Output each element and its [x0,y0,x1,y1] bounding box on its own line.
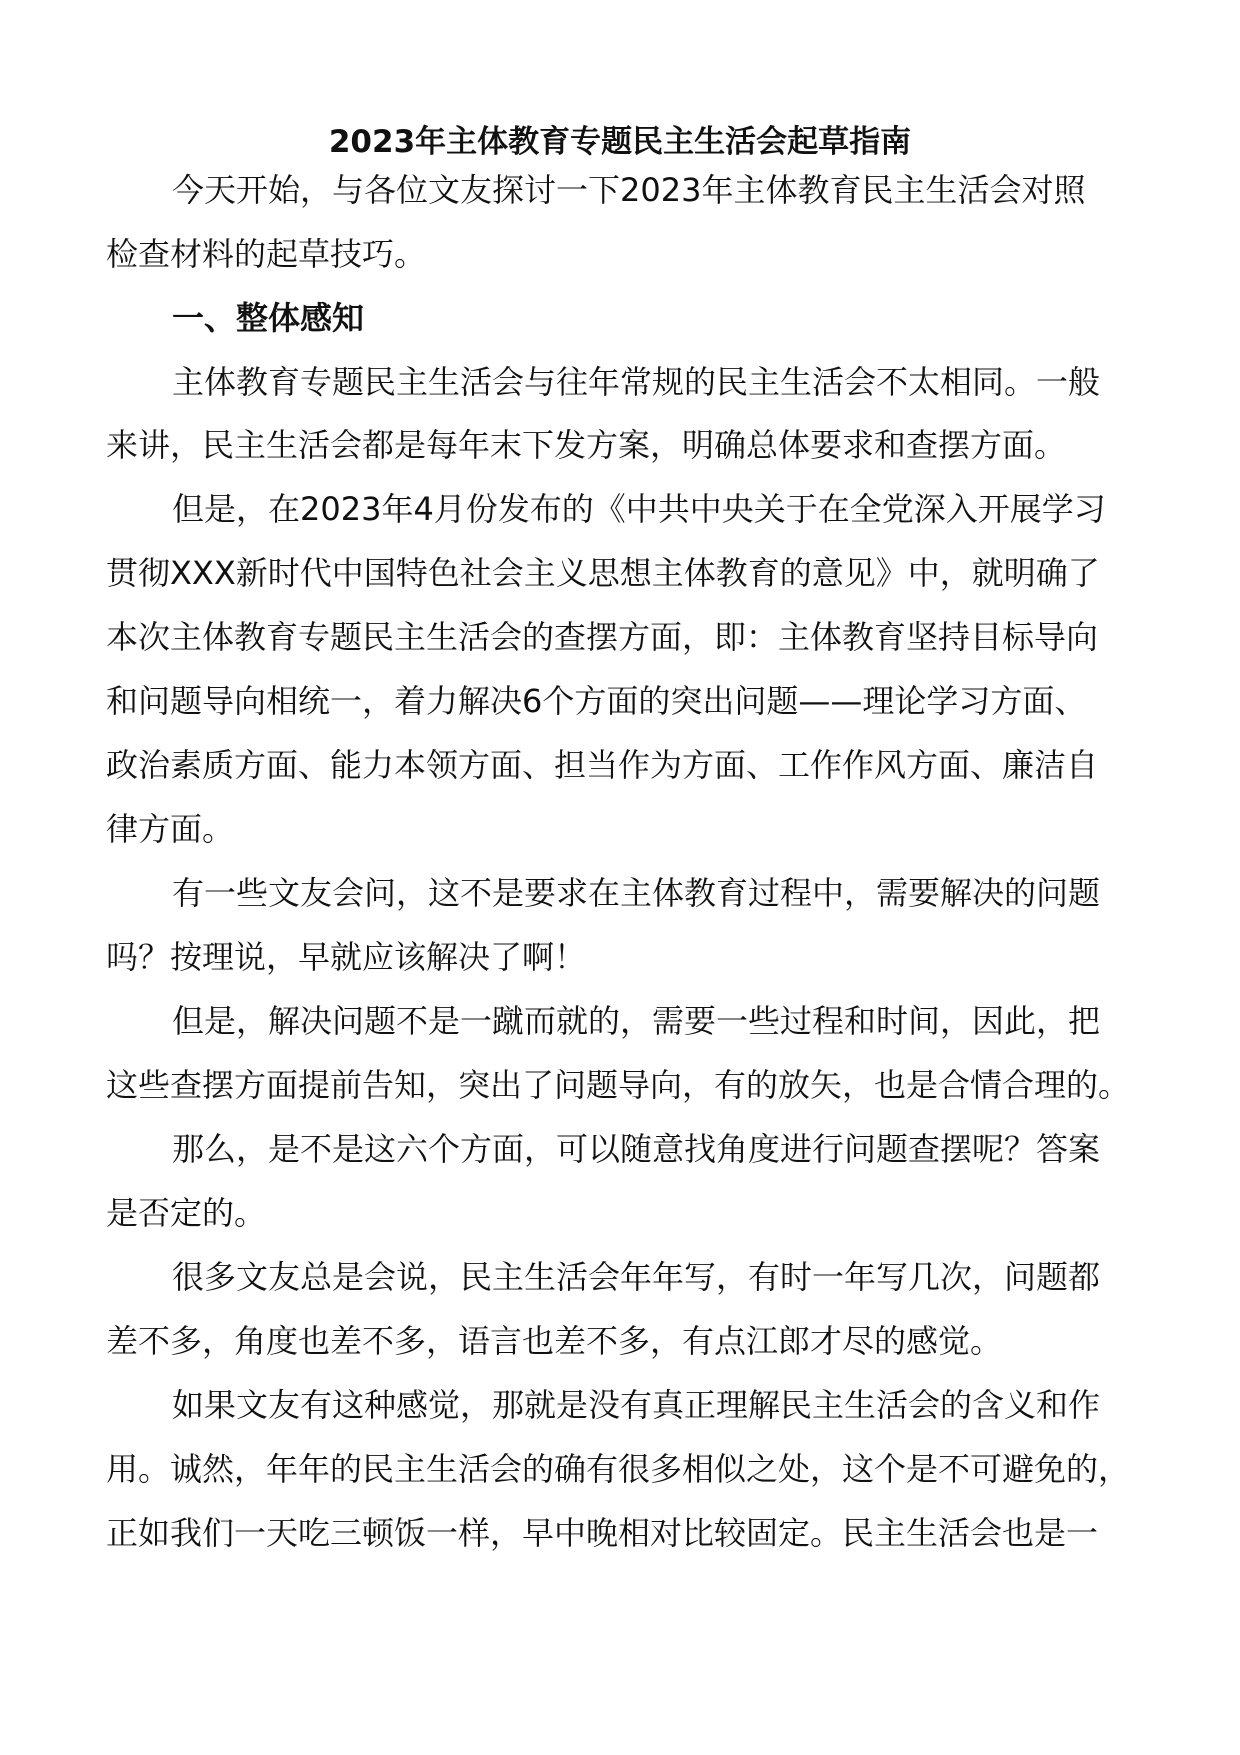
paragraph-line: 贯彻XXX新时代中国特色社会主义思想主体教育的意见》中，就明确了 [106,554,1100,592]
paragraph-line: 来讲，民主生活会都是每年末下发方案，明确总体要求和查摆方面。 [106,426,1067,464]
paragraph-line: 很多文友总是会说，民主生活会年年写，有时一年写几次，问题都 [172,1258,1101,1296]
paragraph-line: 有一些文友会问，这不是要求在主体教育过程中，需要解决的问题 [172,874,1101,912]
paragraph-line: 这些查摆方面提前告知，突出了问题导向，有的放矢，也是合情合理的。 [106,1066,1131,1104]
paragraph-line: 但是，在2023年4月份发布的《中共中央关于在全党深入开展学习 [172,490,1106,528]
paragraph-line: 检查材料的起草技巧。 [106,235,427,273]
paragraph-line: 今天开始，与各位文友探讨一下2023年主体教育民主生活会对照 [172,171,1086,209]
paragraph-line: 本次主体教育专题民主生活会的查摆方面，即：主体教育坚持目标导向 [106,618,1099,656]
paragraph-line: 政治素质方面、能力本领方面、担当作为方面、工作作风方面、廉洁自 [106,746,1099,784]
paragraph-line: 主体教育专题民主生活会与往年常规的民主生活会不太相同。一般 [172,363,1101,401]
paragraph-line: 律方面。 [106,810,235,848]
paragraph-line: 用。诚然，年年的民主生活会的确有很多相似之处，这个是不可避免的， [106,1450,1131,1488]
paragraph-line: 和问题导向相统一，着力解决6个方面的突出问题——理论学习方面、 [106,682,1087,720]
paragraph-line: 吗？按理说，早就应该解决了啊！ [106,938,587,976]
paragraph-line: 那么，是不是这六个方面，可以随意找角度进行问题查摆呢？答案 [172,1130,1101,1168]
paragraph-line: 如果文友有这种感觉，那就是没有真正理解民主生活会的含义和作 [172,1386,1101,1424]
paragraph-line: 是否定的。 [106,1194,267,1232]
document-title: 2023年主体教育专题民主生活会起草指南 [328,124,912,160]
section-heading: 一、整体感知 [172,299,365,337]
paragraph-line: 正如我们一天吃三顿饭一样，早中晚相对比较固定。民主生活会也是一 [106,1514,1099,1552]
paragraph-line: 差不多，角度也差不多，语言也差不多，有点江郎才尽的感觉。 [106,1322,1003,1360]
paragraph-line: 但是，解决问题不是一蹴而就的，需要一些过程和时间，因此，把 [172,1002,1101,1040]
